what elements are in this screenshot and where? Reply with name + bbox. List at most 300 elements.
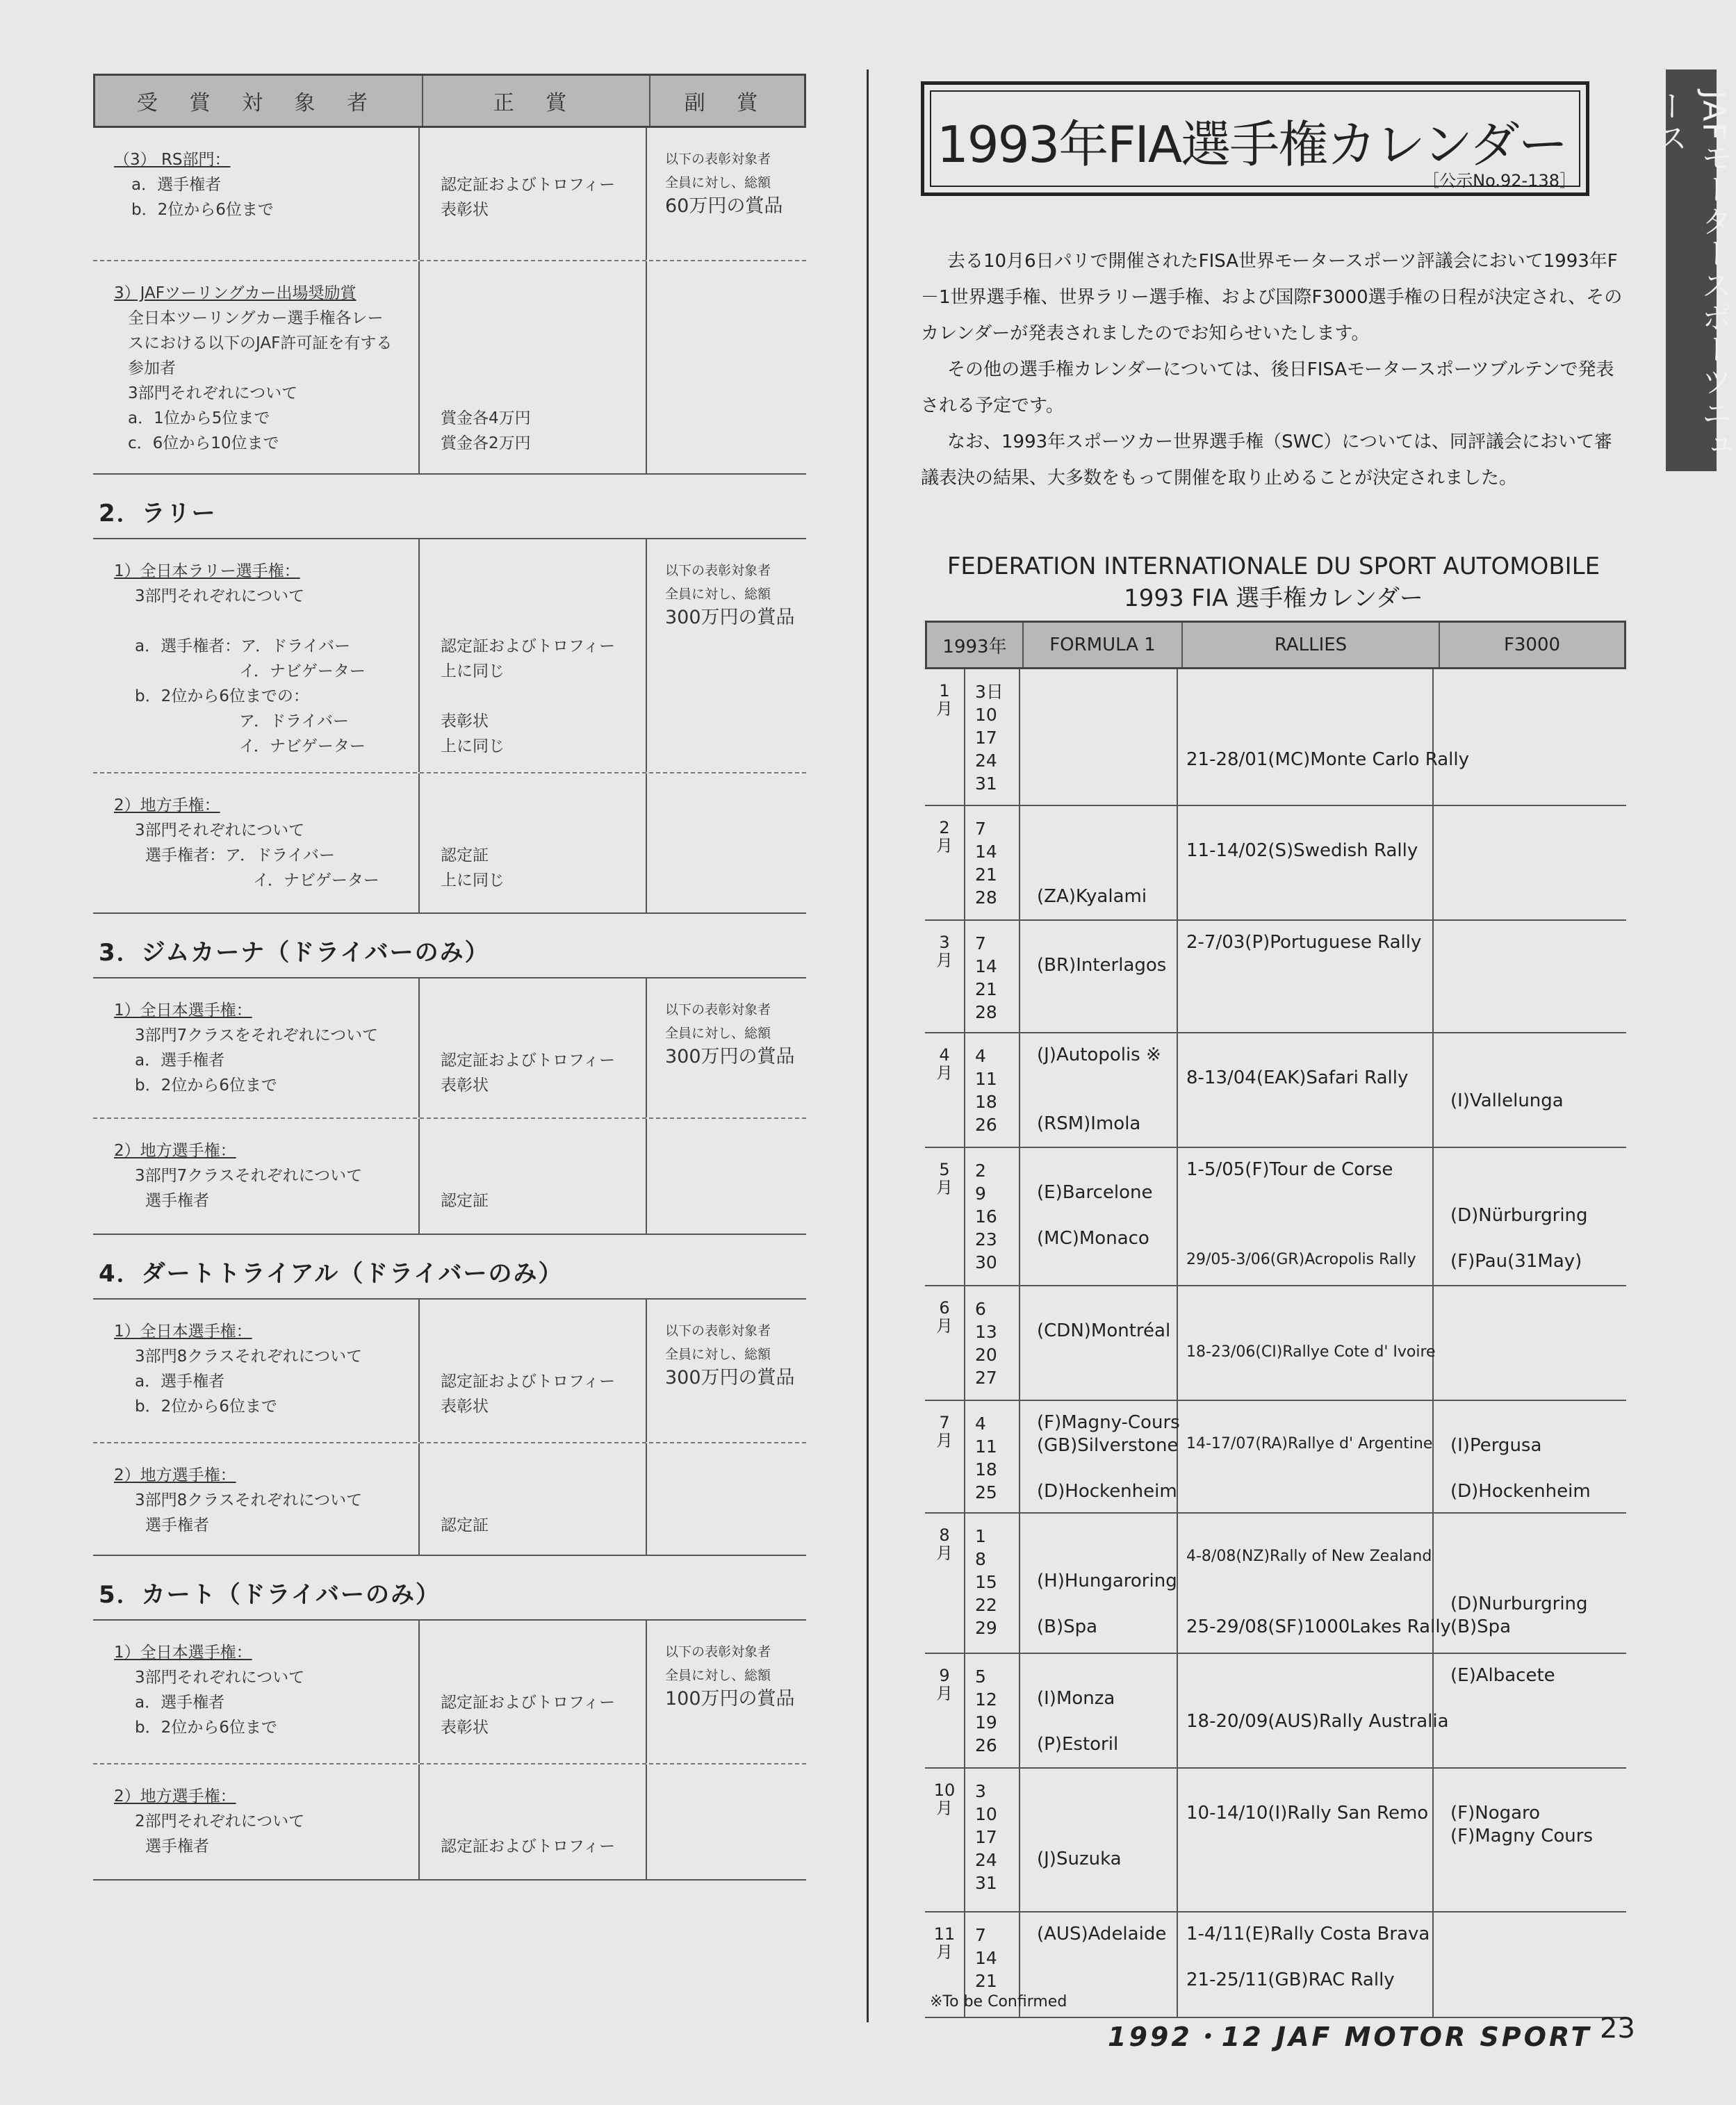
target-cell (93, 261, 420, 473)
prize-line (441, 1138, 646, 1163)
prize-cell (420, 1621, 647, 1763)
f1-event: (J)Suzuka (1037, 1849, 1122, 1869)
article-paragraph: その他の選手権カレンダーについては、後日FISAモータースポーツブルテンで発表される予定です。 (921, 359, 1614, 416)
month-number: 4 (939, 1045, 950, 1065)
target-line: 2）地方手権： (114, 796, 220, 814)
f3000-cell (1434, 1148, 1626, 1285)
month-unit: 月 (936, 1543, 953, 1563)
race-date: 14 (975, 842, 997, 862)
rally-event: 18-20/09(AUS)Rally Australia (1186, 1711, 1449, 1732)
extra-prize-cell (647, 1443, 806, 1555)
table-row (93, 1621, 806, 1764)
calendar-month-row (925, 921, 1626, 1033)
rally-event: 21-25/11(GB)RAC Rally (1186, 1969, 1395, 1990)
rally-event: 25-29/08(SF)1000Lakes Rally (1186, 1616, 1451, 1637)
race-date: 18 (975, 1459, 997, 1480)
target-cell (93, 1764, 420, 1879)
extra-prize-line: 60万円の賞品 (665, 195, 783, 217)
extra-prize-line: 以下の表彰対象者 (665, 1644, 771, 1660)
f1-event: (B)Spa (1037, 1616, 1098, 1637)
f3000-cell (1434, 669, 1626, 805)
target-line: 3部門それぞれについて (135, 587, 305, 605)
f1-event: (RSM)Imola (1037, 1113, 1141, 1134)
month-unit: 月 (936, 1178, 953, 1197)
target-line: b．2位から6位まで (135, 1076, 277, 1095)
target-cell (93, 1119, 420, 1234)
prize-line (441, 356, 646, 381)
prize-line: 認定証およびトロフィー (441, 1373, 616, 1391)
f1-cell (1020, 1769, 1178, 1911)
table-row (93, 1443, 806, 1556)
prize-line (441, 1809, 646, 1834)
section-title: 5．カート（ドライバーのみ） (93, 1556, 806, 1621)
month-number: 10 (933, 1780, 956, 1800)
f3000-event: (I)Vallelunga (1450, 1090, 1564, 1111)
dates-cell (965, 1148, 1020, 1285)
rallies-cell (1178, 669, 1469, 805)
race-date: 31 (975, 1873, 997, 1893)
target-line: 1）全日本選手権： (114, 1001, 252, 1019)
target-line: イ．ナビゲーター (253, 871, 379, 890)
month-unit: 月 (936, 1684, 953, 1703)
extra-prize-line: 全員に対し、総額 (665, 175, 771, 190)
f1-event: (E)Barcelone (1037, 1182, 1153, 1203)
header-extra: 副 賞 (684, 91, 771, 115)
prize-line (441, 306, 646, 331)
calendar-month-row (925, 1769, 1626, 1912)
target-line: スにおける以下のJAF許可証を有する (128, 334, 393, 352)
race-date: 3 (975, 1781, 986, 1801)
target-line: a．1位から5位まで (128, 409, 270, 427)
target-line: 参加者 (128, 359, 176, 377)
extra-prize-cell (647, 1300, 806, 1442)
calendar-heading-line2: 1993 FIA 選手権カレンダー (1124, 584, 1423, 612)
extra-prize-cell (647, 128, 806, 260)
f3000-event: (D)Hockenheim (1450, 1481, 1591, 1502)
target-line (114, 609, 418, 634)
prize-line (441, 1344, 646, 1369)
prize-line: 上に同じ (441, 737, 505, 755)
dates-cell (965, 921, 1020, 1032)
calendar-month-row (925, 806, 1626, 921)
race-date: 24 (975, 751, 997, 771)
f1-event: (AUS)Adelaide (1037, 1924, 1167, 1944)
dates-cell (965, 1769, 1020, 1911)
f3000-cell (1434, 1912, 1626, 2017)
rallies-cell (1178, 1148, 1434, 1285)
target-line: 全日本ツーリングカー選手権各レー (128, 309, 384, 327)
prize-line (441, 331, 646, 356)
notice-reference: ［公示No.92-138］ (1423, 171, 1576, 190)
month-cell (925, 806, 965, 919)
prize-line: 上に同じ (441, 662, 505, 680)
article-paragraph: 去る10月6日パリで開催されたFISA世界モータースポーツ評議会において1993年F－1世界選手権、世界ラリー選手権、および国際F3000選手権の日程が決定され、そのカレンダーが発表されましたのでお知らせいたします。 (921, 251, 1623, 344)
prize-line (441, 609, 646, 634)
f1-event: (CDN)Montréal (1037, 1320, 1171, 1341)
f1-cell (1020, 1401, 1178, 1512)
section-title: 2．ラリー (93, 475, 806, 539)
calendar-header-f1: FORMULA 1 (1024, 623, 1183, 667)
race-date: 14 (975, 956, 997, 976)
race-date: 26 (975, 1115, 997, 1135)
f1-event: (BR)Interlagos (1037, 955, 1167, 976)
f1-cell (1020, 1654, 1178, 1767)
extra-prize-line: 全員に対し、総額 (665, 1026, 771, 1041)
target-line: 3部門7クラスそれぞれについて (135, 1167, 363, 1185)
f3000-cell (1434, 1654, 1626, 1767)
extra-prize-line: 全員に対し、総額 (665, 1347, 771, 1362)
calendar-heading (921, 550, 1626, 614)
prize-cell (420, 1300, 647, 1442)
prize-line: 認定証およびトロフィー (441, 1694, 616, 1712)
race-date: 31 (975, 773, 997, 794)
rallies-cell (1178, 1401, 1434, 1512)
extra-prize-line: 300万円の賞品 (665, 607, 795, 628)
prize-line: 表彰状 (441, 1076, 489, 1095)
f3000-event: (D)Nurburgring (1450, 1594, 1588, 1614)
race-date: 17 (975, 728, 997, 748)
calendar-body (925, 669, 1626, 2018)
target-line: 3部門8クラスそれぞれについて (135, 1491, 363, 1509)
prize-line (441, 818, 646, 843)
extra-prize-line: 以下の表彰対象者 (665, 563, 771, 578)
header-target: 受 賞 対 象 者 (95, 76, 423, 126)
f3000-event: (D)Nürburgring (1450, 1205, 1588, 1226)
race-date: 28 (975, 887, 997, 908)
calendar-table (925, 621, 1626, 2018)
calendar-month-row (925, 1286, 1626, 1401)
extra-prize-cell (647, 773, 806, 912)
dates-cell (965, 1033, 1020, 1147)
f1-event: (I)Monza (1037, 1688, 1115, 1709)
f1-event: (ZA)Kyalami (1037, 886, 1147, 907)
award-section (93, 914, 806, 1235)
dates-cell (965, 1654, 1020, 1767)
month-number: 1 (939, 681, 950, 701)
race-date: 1 (975, 1526, 986, 1546)
prize-line: 認定証 (441, 1192, 489, 1210)
rally-event: 4-8/08(NZ)Rally of New Zealand (1186, 1548, 1432, 1565)
target-cell (93, 1300, 420, 1442)
award-section (93, 1235, 806, 1556)
target-line: 1）全日本選手権： (114, 1644, 252, 1662)
race-date: 10 (975, 1804, 997, 1824)
month-number: 5 (939, 1160, 950, 1179)
table-row (93, 978, 806, 1119)
month-unit: 月 (936, 951, 953, 970)
race-date: 2 (975, 1161, 986, 1181)
target-cell (93, 773, 420, 912)
month-unit: 月 (936, 1316, 953, 1336)
calendar-header-f3000: F3000 (1503, 634, 1561, 655)
month-number: 9 (939, 1666, 950, 1685)
extra-prize-cell (647, 1621, 806, 1763)
prize-cell (420, 261, 647, 473)
dates-cell (965, 1286, 1020, 1400)
month-cell (925, 1033, 965, 1147)
target-line: 3部門それぞれについて (135, 821, 305, 839)
calendar-month-row (925, 1033, 1626, 1148)
award-table-body (93, 128, 806, 1881)
race-date: 21 (975, 865, 997, 885)
extra-prize-line: 300万円の賞品 (665, 1046, 795, 1067)
calendar-heading-line1: FEDERATION INTERNATIONALE DU SPORT AUTOMOBILE (947, 552, 1600, 580)
prize-cell (420, 1764, 647, 1879)
target-cell (93, 128, 420, 260)
f3000-cell (1434, 1401, 1626, 1512)
month-cell (925, 1769, 965, 1911)
calendar-footnote: ※To be Confirmed (930, 1993, 1067, 2010)
race-date: 25 (975, 1482, 997, 1502)
prize-line: 賞金各4万円 (441, 409, 531, 427)
table-row (93, 1119, 806, 1235)
target-line: 2）地方選手権： (114, 1142, 236, 1160)
target-cell (93, 539, 420, 772)
award-table-header (93, 74, 806, 128)
rallies-cell (1178, 1912, 1434, 2017)
f1-cell (1020, 806, 1178, 919)
target-line: 2部門それぞれについて (135, 1812, 305, 1830)
calendar-month-row (925, 1654, 1626, 1769)
magazine-footer: 1992・12 JAF MOTOR SPORT (1108, 2022, 1592, 2052)
prize-line: 認定証およびトロフィー (441, 1837, 616, 1856)
race-date: 3日 (975, 682, 1004, 702)
table-row (93, 261, 806, 475)
rally-event: 11-14/02(S)Swedish Rally (1186, 840, 1418, 861)
race-date: 7 (975, 933, 986, 953)
side-tab-label: JAFモータースポーツニュース (1651, 90, 1732, 461)
table-row (93, 128, 806, 261)
prize-cell (420, 1443, 647, 1555)
rallies-cell (1178, 1286, 1434, 1400)
month-number: 8 (939, 1525, 950, 1545)
rallies-cell (1178, 1654, 1449, 1767)
prize-cell (420, 539, 647, 772)
f1-event: (J)Autopolis ※ (1037, 1045, 1161, 1065)
f3000-event: (F)Magny Cours (1450, 1826, 1594, 1846)
calendar-month-row (925, 1148, 1626, 1286)
prize-line (441, 1319, 646, 1344)
race-date: 17 (975, 1827, 997, 1847)
race-date: 19 (975, 1712, 997, 1733)
target-line: 1）全日本選手権： (114, 1322, 252, 1341)
race-date: 7 (975, 819, 986, 839)
f3000-event: (E)Albacete (1450, 1665, 1555, 1686)
rally-event: 29/05-3/06(GR)Acropolis Rally (1186, 1251, 1416, 1268)
extra-prize-line: 以下の表彰対象者 (665, 1323, 771, 1338)
target-line: a．選手権者 (131, 176, 222, 194)
prize-cell (420, 128, 647, 260)
extra-prize-line: 全員に対し、総額 (665, 587, 771, 602)
target-line: 2）地方選手権： (114, 1466, 236, 1484)
f1-event: (D)Hockenheim (1037, 1481, 1177, 1502)
race-date: 21 (975, 979, 997, 999)
race-date: 29 (975, 1618, 997, 1638)
dates-cell (965, 669, 1020, 805)
race-date: 4 (975, 1046, 986, 1066)
rallies-cell (1178, 806, 1434, 919)
race-date: 10 (975, 705, 997, 725)
article-title: 1993年FIA選手権カレンダー (937, 115, 1567, 174)
rally-event: 8-13/04(EAK)Safari Rally (1186, 1067, 1409, 1088)
target-line: a．選手権者 (135, 1694, 225, 1712)
prize-line: 表彰状 (441, 1719, 489, 1737)
section-side-tab (1651, 69, 1732, 471)
f1-event: (H)Hungaroring (1037, 1571, 1177, 1591)
prize-line (441, 1463, 646, 1488)
prize-line: 表彰状 (441, 201, 489, 219)
table-row (93, 773, 806, 914)
extra-prize-cell (647, 539, 806, 772)
prize-line (441, 998, 646, 1023)
target-line: （3） RS部門： (114, 151, 231, 169)
f1-cell (1020, 1033, 1178, 1147)
rallies-cell (1178, 1514, 1451, 1653)
prize-line: 認定証 (441, 1516, 489, 1534)
month-number: 3 (939, 933, 950, 952)
f1-event: (GB)Silverstone (1037, 1435, 1179, 1456)
target-line: 3部門それぞれについて (135, 1669, 305, 1687)
prize-line (441, 1665, 646, 1690)
prize-line: 上に同じ (441, 871, 505, 890)
prize-line (441, 559, 646, 584)
prize-cell (420, 1119, 647, 1234)
award-section (93, 475, 806, 914)
race-date: 30 (975, 1252, 997, 1272)
table-row (93, 1300, 806, 1443)
race-date: 13 (975, 1322, 997, 1342)
prize-line (441, 1023, 646, 1048)
prize-line: 認定証 (441, 846, 489, 865)
target-line: 選手権者：ア．ドライバー (145, 846, 336, 865)
extra-prize-cell (647, 1764, 806, 1879)
month-unit: 月 (936, 1942, 953, 1962)
target-line: a．選手権者 (135, 1051, 225, 1070)
f1-cell (1020, 1286, 1178, 1400)
month-cell (925, 669, 965, 805)
target-line: 選手権者 (145, 1837, 209, 1856)
month-number: 2 (939, 818, 950, 837)
section-title: 3．ジムカーナ（ドライバーのみ） (93, 914, 806, 978)
race-date: 27 (975, 1368, 997, 1388)
rally-event: 1-5/05(F)Tour de Corse (1186, 1159, 1393, 1180)
prize-line (441, 1784, 646, 1809)
f1-cell (1020, 1148, 1178, 1285)
prize-line (441, 584, 646, 609)
table-row (93, 539, 806, 773)
extra-prize-line: 300万円の賞品 (665, 1367, 795, 1389)
rallies-cell (1178, 1033, 1434, 1147)
f3000-event: (F)Nogaro (1450, 1803, 1541, 1824)
prize-cell (420, 978, 647, 1117)
rally-event: 1-4/11(E)Rally Costa Brava (1186, 1924, 1430, 1944)
race-date: 6 (975, 1299, 986, 1319)
race-date: 24 (975, 1850, 997, 1870)
target-line: 3部門7クラスをそれぞれについて (135, 1026, 379, 1045)
extra-prize-line: 全員に対し、総額 (665, 1668, 771, 1683)
f1-event: (MC)Monaco (1037, 1228, 1149, 1249)
race-date: 14 (975, 1948, 997, 1968)
extra-prize-line: 100万円の賞品 (665, 1688, 795, 1710)
race-date: 21 (975, 1971, 997, 1991)
prize-line (441, 1163, 646, 1188)
race-date: 16 (975, 1206, 997, 1227)
dates-cell (965, 1514, 1020, 1653)
month-unit: 月 (936, 699, 953, 719)
f3000-event: (I)Pergusa (1450, 1435, 1542, 1456)
header-prize: 正 賞 (423, 76, 650, 126)
month-cell (925, 1148, 965, 1285)
target-line: 選手権者 (145, 1192, 209, 1210)
target-line: b．2位から6位まで (135, 1398, 277, 1416)
race-date: 28 (975, 1002, 997, 1022)
race-date: 8 (975, 1549, 986, 1569)
rally-event: 2-7/03(P)Portuguese Rally (1186, 932, 1422, 953)
month-cell (925, 921, 965, 1032)
f3000-event: (B)Spa (1450, 1616, 1512, 1637)
prize-line: 認定証およびトロフィー (441, 176, 616, 194)
f3000-cell (1434, 921, 1626, 1032)
extra-prize-cell (647, 1119, 806, 1234)
prize-line: 賞金各2万円 (441, 434, 531, 452)
race-date: 15 (975, 1572, 997, 1592)
dates-cell (965, 1401, 1020, 1512)
race-date: 5 (975, 1666, 986, 1687)
race-date: 20 (975, 1345, 997, 1365)
extra-prize-cell (647, 978, 806, 1117)
month-number: 6 (939, 1298, 950, 1318)
target-line: イ．ナビゲーター (239, 737, 366, 755)
calendar-month-row (925, 1401, 1626, 1514)
target-line: 3部門8クラスそれぞれについて (135, 1348, 363, 1366)
f1-cell (1020, 1514, 1178, 1653)
month-cell (925, 1654, 965, 1767)
month-unit: 月 (936, 1799, 953, 1818)
month-cell (925, 1286, 965, 1400)
target-cell (93, 978, 420, 1117)
race-date: 22 (975, 1595, 997, 1615)
race-date: 11 (975, 1069, 997, 1089)
dates-cell (965, 806, 1020, 919)
page-number: 23 (1600, 2013, 1635, 2045)
prize-cell (420, 773, 647, 912)
rallies-cell (1178, 921, 1434, 1032)
target-cell (93, 1443, 420, 1555)
f3000-cell (1434, 1286, 1626, 1400)
prize-line: 表彰状 (441, 1398, 489, 1416)
race-date: 26 (975, 1735, 997, 1755)
extra-prize-line: 以下の表彰対象者 (665, 151, 771, 167)
prize-line (441, 684, 646, 709)
f3000-cell (1434, 1514, 1626, 1653)
calendar-month-row (925, 669, 1626, 806)
target-line: 1）全日本ラリー選手権： (114, 562, 300, 580)
calendar-header-row (925, 621, 1626, 669)
target-line: a．選手権者：ア．ドライバー (135, 637, 351, 655)
target-line: a．選手権者 (135, 1373, 225, 1391)
award-section (93, 128, 806, 475)
target-line: b．2位から6位まで (131, 201, 274, 219)
month-cell (925, 1514, 965, 1653)
target-line: c．6位から10位まで (128, 434, 279, 452)
target-line: イ．ナビゲーター (239, 662, 366, 680)
f1-cell (1020, 669, 1178, 805)
race-date: 18 (975, 1092, 997, 1112)
prize-line: 認定証およびトロフィー (441, 637, 616, 655)
article-title-box (921, 81, 1589, 196)
f1-event: (P)Estoril (1037, 1734, 1119, 1755)
rallies-cell (1178, 1769, 1434, 1911)
